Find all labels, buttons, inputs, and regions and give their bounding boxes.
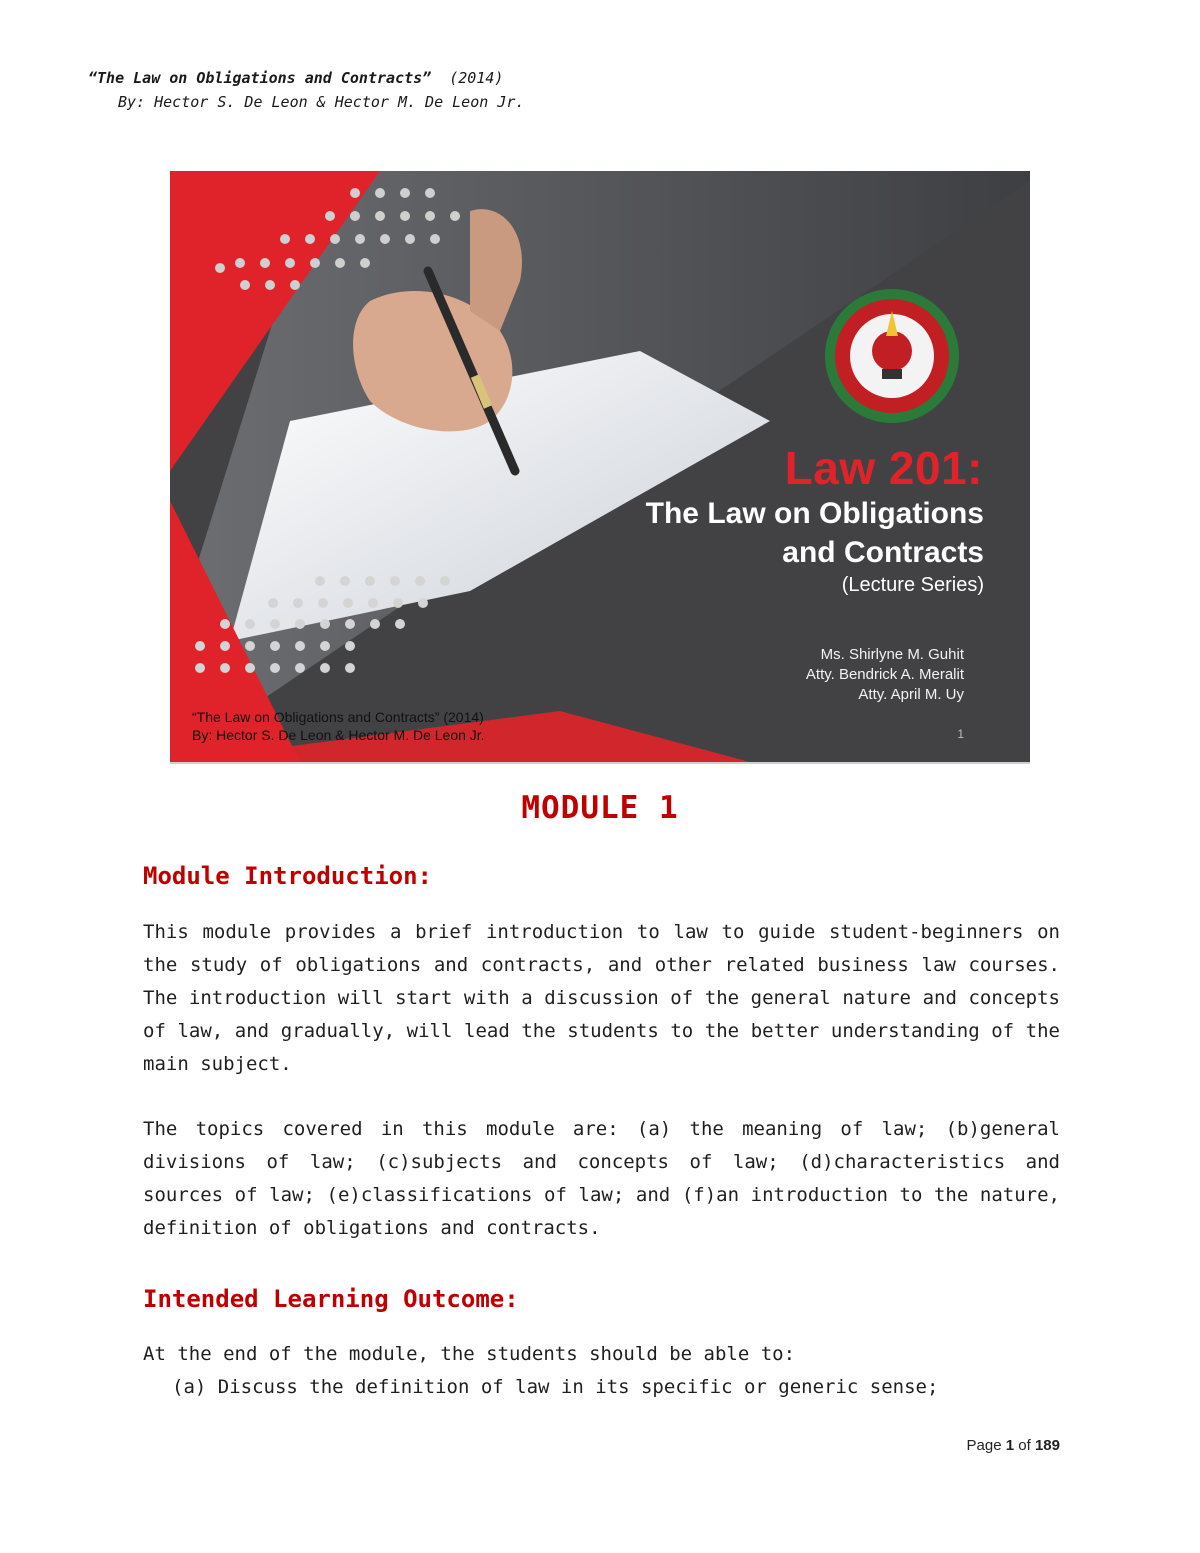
introduction-paragraph-2: The topics covered in this module are: (a) the meaning of law; (b)general divisions of law; (c)subjects and concepts of law; (d)characteristics and sources of law; (e)classifications of law; and (f)an introduction to the nature, definition of obligations and contracts. — [143, 1118, 1060, 1239]
slide-divider — [170, 762, 1030, 764]
running-header — [88, 66, 524, 114]
of-word: of — [1018, 1437, 1031, 1454]
slide-series-label: (Lecture Series) — [841, 574, 984, 596]
slide-course-title-line1: The Law on Obligations — [645, 497, 984, 530]
slide-credit — [192, 708, 485, 744]
slide-course-title — [464, 494, 984, 572]
lecturer-name: Ms. Shirlyne M. Guhit — [820, 646, 964, 663]
slide-course-code: Law 201: — [784, 442, 983, 494]
outcome-heading: Intended Learning Outcome: — [143, 1285, 519, 1313]
slide-credit-line1: “The Law on Obligations and Contracts” (2014) — [192, 709, 484, 725]
header-book-title: “The Law on Obligations and Contracts” — [88, 69, 432, 87]
slide-lecturers — [806, 645, 964, 705]
total-pages: 189 — [1034, 1437, 1060, 1454]
introduction-heading: Module Introduction: — [143, 862, 432, 890]
slide-credit-line2: By: Hector S. De Leon & Hector M. De Leon Jr. — [192, 727, 485, 743]
lecturer-name: Atty. April M. Uy — [858, 686, 964, 703]
slide-course-title-line2: and Contracts — [782, 536, 984, 569]
module-heading: MODULE 1 — [521, 790, 679, 826]
header-authors: By: Hector S. De Leon & Hector M. De Leon Jr. — [118, 93, 525, 111]
page-number: 1 — [1005, 1437, 1015, 1454]
cover-slide-image — [170, 171, 1030, 762]
university-seal-logo — [825, 289, 959, 423]
lecturer-name: Atty. Bendrick A. Meralit — [805, 666, 964, 683]
outcome-list-item: (a) Discuss the definition of law in its specific or generic sense; — [172, 1376, 939, 1398]
slide-number: 1 — [957, 727, 964, 741]
page-word: Page — [966, 1437, 1002, 1454]
outcome-lead: At the end of the module, the students should be able to: — [143, 1343, 796, 1365]
introduction-paragraph-1: This module provides a brief introduction to law to guide student-beginners on the study of obligations and contracts, and other related business law courses. The introduction will start with a discussion of the general nature and concepts of law, and gradually, will lead the students to the better understanding of the main subject. — [143, 921, 1060, 1075]
header-year: (2014) — [449, 69, 504, 87]
page-footer — [967, 1437, 1060, 1454]
